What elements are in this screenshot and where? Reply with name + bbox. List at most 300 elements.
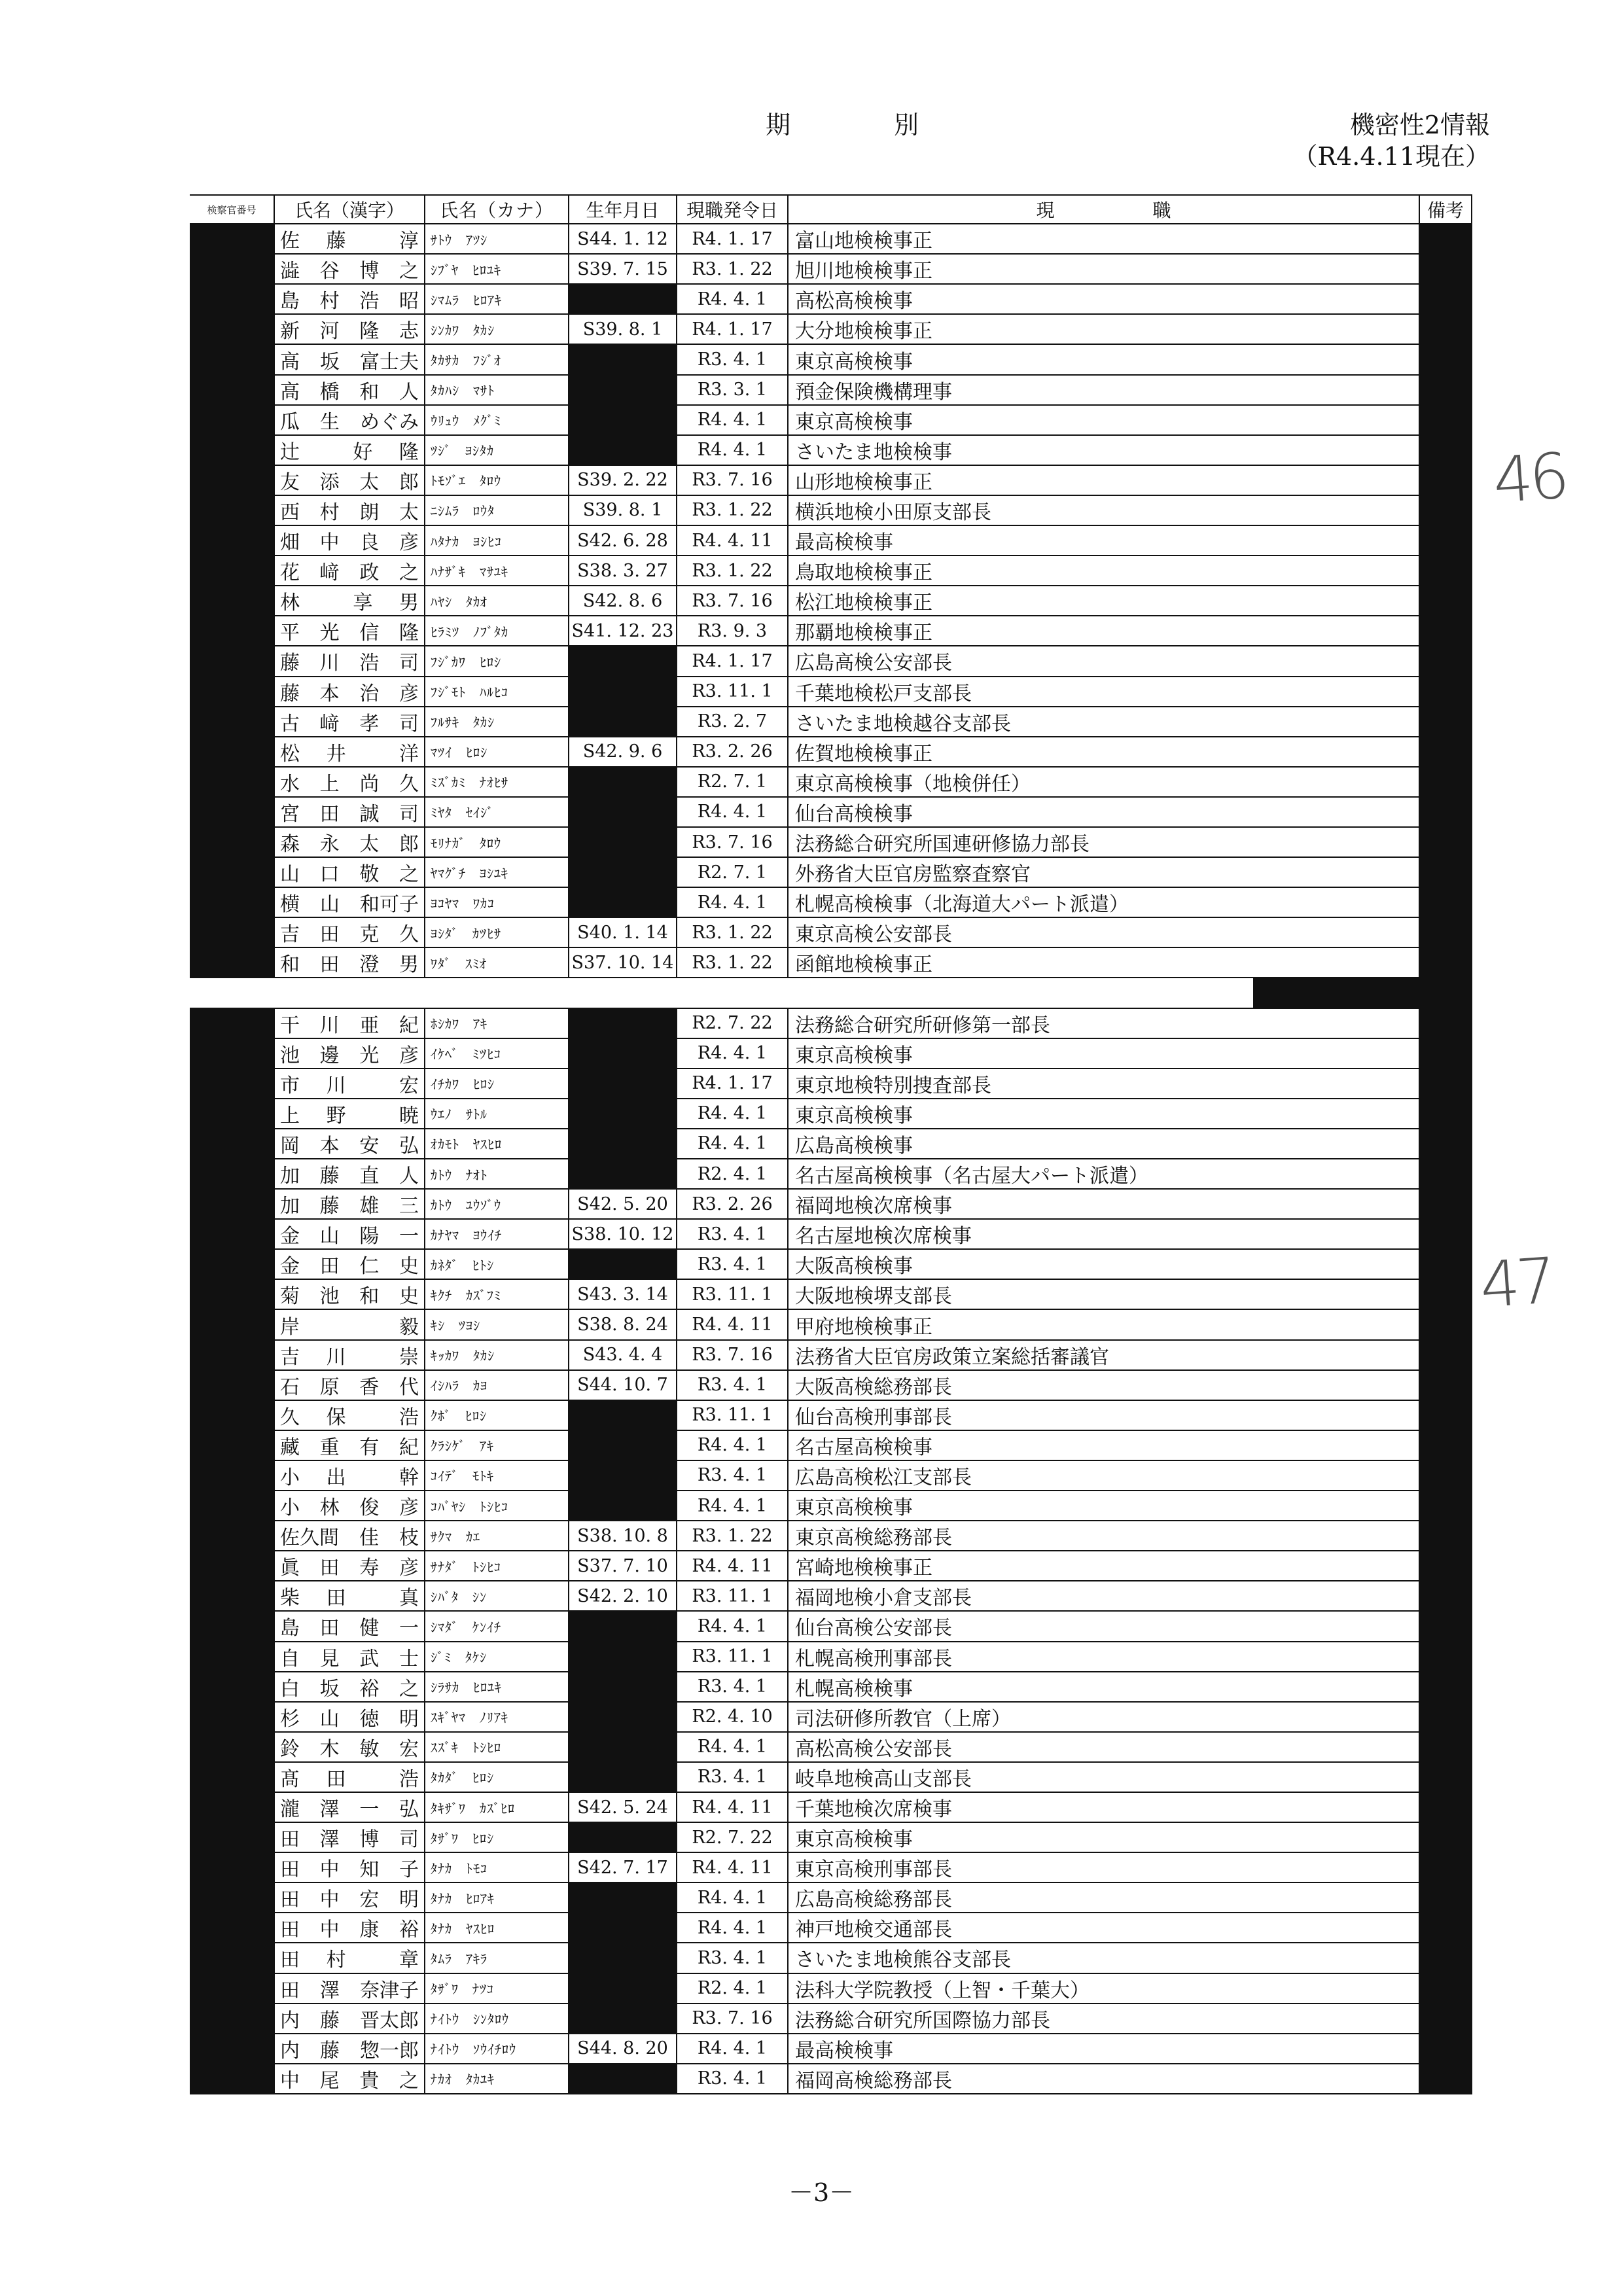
name-part: 久: [399, 772, 419, 796]
name-part: 香: [359, 1375, 380, 1399]
name-part: 中: [319, 531, 340, 555]
name-kana: ﾅｶｵ ﾀｶﾕｷ: [425, 2064, 569, 2094]
redacted-number: [190, 1974, 275, 2004]
name-kana: ｷｸﾁ ｶｽﾞﾌﾐ: [425, 1280, 569, 1310]
issue-date: R3. 11. 1: [677, 1581, 789, 1612]
name-kanji: [275, 1703, 425, 1733]
name-kanji: [275, 2034, 425, 2064]
name-kana: ﾀｶｻｶ ﾌｼﾞｵ: [425, 345, 569, 375]
name-kana: ﾊﾀﾅｶ ﾖｼﾋｺ: [425, 526, 569, 556]
redacted-note: [1420, 1883, 1472, 1913]
table-row: [190, 798, 1472, 828]
name-part: 代: [399, 1375, 419, 1399]
name-kana: ﾀｶﾀﾞ ﾋﾛｼ: [425, 1763, 569, 1793]
redacted-number: [190, 496, 275, 526]
redacted-birth-date: [569, 1763, 677, 1793]
name-kanji: [275, 1943, 425, 1973]
name-part: 内: [280, 2039, 300, 2062]
redacted-note: [1420, 918, 1472, 948]
table-row: [190, 1159, 1472, 1190]
current-position: 札幌高検刑事部長: [789, 1642, 1420, 1672]
redacted-birth-date: [569, 1612, 677, 1642]
name-part: 司: [399, 802, 419, 826]
name-kanji: [275, 224, 425, 255]
redacted-number: [190, 1823, 275, 1853]
redacted-number: [190, 948, 275, 978]
issue-date: R4. 4. 1: [677, 436, 789, 466]
birth-date: S39. 2. 22: [569, 466, 677, 496]
current-position: 函館地検検事正: [789, 948, 1420, 978]
col-header-no: 検察官番号: [190, 194, 275, 224]
table-row: [190, 345, 1472, 375]
name-part: 奈津子: [360, 1979, 419, 2002]
birth-date: S38. 10. 12: [569, 1220, 677, 1250]
current-position: 岐阜地検高山支部長: [789, 1763, 1420, 1793]
name-part: 川: [326, 1074, 346, 1097]
name-kanji: [275, 768, 425, 798]
birth-date: S44. 8. 20: [569, 2034, 677, 2064]
table-row: [190, 1974, 1472, 2004]
name-kanji: [275, 2064, 425, 2094]
name-part: 明: [399, 1888, 419, 1912]
birth-date: S41. 12. 23: [569, 616, 677, 646]
redacted-number: [190, 1672, 275, 1703]
issue-date: R4. 4. 11: [677, 1551, 789, 1581]
redacted-birth-date: [569, 1913, 677, 1943]
redacted-note: [1420, 888, 1472, 918]
name-kanji: [275, 646, 425, 677]
issue-date: R4. 4. 11: [677, 526, 789, 556]
current-position: 福岡地検小倉支部長: [789, 1581, 1420, 1612]
name-kana: ｲｼﾊﾗ ｶﾖ: [425, 1371, 569, 1401]
name-part: 宏: [399, 1074, 419, 1097]
name-kanji: [275, 496, 425, 526]
name-part: 川: [319, 1014, 340, 1037]
redacted-note: [1420, 828, 1472, 858]
table-row: [190, 2034, 1472, 2064]
redacted-birth-date: [569, 1943, 677, 1973]
name-part: 加: [280, 1195, 300, 1218]
name-kanji: [275, 1129, 425, 1159]
name-part: 敏: [359, 1737, 380, 1761]
table-row: [190, 1341, 1472, 1371]
name-part: 木: [319, 1737, 340, 1761]
redacted-number: [190, 1642, 275, 1672]
page-number: －3－: [789, 2178, 855, 2207]
redacted-birth-date: [569, 376, 677, 406]
name-part: 之: [399, 2069, 419, 2093]
name-kana: ﾊﾅｻﾞｷ ﾏｻﾕｷ: [425, 556, 569, 586]
name-part: 野: [326, 1104, 346, 1127]
name-part: 洋: [399, 742, 419, 766]
redacted-note: [1420, 586, 1472, 616]
name-kanji: [275, 1250, 425, 1280]
redacted-note: [1420, 2034, 1472, 2064]
name-kana: ｼﾞﾐ ﾀｹｼ: [425, 1642, 569, 1672]
name-part: 享: [353, 592, 373, 615]
col-header-issue: 現職発令日: [677, 194, 789, 224]
issue-date: R3. 4. 1: [677, 345, 789, 375]
name-kana: ﾜﾀﾞ ｽﾐｵ: [425, 948, 569, 978]
name-part: 士: [399, 1647, 419, 1670]
name-kanji: [275, 1853, 425, 1883]
redacted-number: [190, 2064, 275, 2094]
redacted-note: [1420, 1129, 1472, 1159]
redacted-note: [1420, 1733, 1472, 1763]
name-part: 淳: [399, 230, 419, 253]
issue-date: R2. 4. 1: [677, 1159, 789, 1190]
redacted-number: [190, 646, 275, 677]
name-part: 紀: [399, 1436, 419, 1459]
name-kana: ﾌﾙｻｷ ﾀｶｼ: [425, 707, 569, 737]
redacted-note: [1420, 1099, 1472, 1129]
redacted-note: [1420, 496, 1472, 526]
name-part: 本: [319, 1134, 340, 1157]
name-part: 尚: [359, 772, 380, 796]
name-kana: ｳﾘｭｳ ﾒｸﾞﾐ: [425, 406, 569, 436]
birth-date: S38. 3. 27: [569, 556, 677, 586]
name-kana: ﾀﾅｶ ﾄﾓｺ: [425, 1853, 569, 1883]
birth-date: S43. 3. 14: [569, 1280, 677, 1310]
current-position: 大分地検検事正: [789, 315, 1420, 345]
birth-date: S44. 10. 7: [569, 1371, 677, 1401]
issue-date: R3. 1. 22: [677, 255, 789, 285]
table-row: [190, 1129, 1472, 1159]
issue-date: R3. 4. 1: [677, 1220, 789, 1250]
redacted-number: [190, 1371, 275, 1401]
name-kanji: [275, 1280, 425, 1310]
name-part: 三: [399, 1195, 419, 1218]
redacted-note: [1420, 1401, 1472, 1431]
table-row: [190, 1913, 1472, 1943]
name-part: 健: [359, 1617, 380, 1640]
name-part: 裕: [359, 1677, 380, 1701]
name-part: 知: [359, 1858, 380, 1882]
name-part: 佳: [359, 1527, 379, 1550]
name-part: 保: [326, 1405, 346, 1429]
redacted-note: [1420, 1521, 1472, 1551]
birth-date: S39. 8. 1: [569, 315, 677, 345]
redacted-birth-date: [569, 1491, 677, 1521]
name-part: 亜: [359, 1014, 380, 1037]
redacted-number: [190, 1793, 275, 1823]
name-part: 徳: [359, 1707, 380, 1731]
current-position: 名古屋高検検事（名古屋大パート派遣）: [789, 1159, 1420, 1190]
name-part: 政: [359, 561, 380, 585]
redacted-birth-date: [569, 677, 677, 707]
redacted-birth-date: [569, 646, 677, 677]
current-position: 那覇地検検事正: [789, 616, 1420, 646]
issue-date: R4. 4. 1: [677, 1733, 789, 1763]
name-part: 隆: [359, 320, 380, 344]
table-row: [190, 677, 1472, 707]
name-part: 中: [319, 1858, 340, 1882]
table-row: [190, 646, 1472, 677]
current-position: 千葉地検次席検事: [789, 1793, 1420, 1823]
name-kanji: [275, 828, 425, 858]
name-kanji: [275, 1612, 425, 1642]
current-position: 仙台高検検事: [789, 798, 1420, 828]
redacted-number: [190, 1099, 275, 1129]
name-part: 人: [399, 1165, 419, 1188]
name-part: 貴: [359, 2069, 380, 2093]
name-part: 邊: [319, 1044, 340, 1067]
name-kana: ﾆｼﾑﾗ ﾛｳﾀ: [425, 496, 569, 526]
table-row: [190, 858, 1472, 888]
issue-date: R4. 4. 11: [677, 1793, 789, 1823]
redacted-note: [1420, 1159, 1472, 1190]
name-part: 山: [319, 1707, 340, 1731]
name-part: 小: [280, 1466, 300, 1489]
name-part: 和可子: [360, 893, 419, 917]
name-part: 好: [353, 440, 373, 464]
redacted-note: [1420, 466, 1472, 496]
redacted-note: [1420, 2004, 1472, 2034]
redacted-number: [190, 707, 275, 737]
redacted-number: [190, 1763, 275, 1793]
name-part: 彦: [399, 1557, 419, 1580]
table-row: [190, 224, 1472, 255]
issue-date: R4. 4. 1: [677, 1129, 789, 1159]
table-row: [190, 1069, 1472, 1099]
redacted-birth-date: [569, 1733, 677, 1763]
redacted-note: [1420, 1250, 1472, 1280]
redacted-note: [1420, 2064, 1472, 2094]
name-kana: ｸﾎﾞ ﾋﾛｼ: [425, 1401, 569, 1431]
current-position: 預金保険機構理事: [789, 376, 1420, 406]
redacted-note: [1420, 556, 1472, 586]
table-row: [190, 737, 1472, 768]
table-row: [190, 556, 1472, 586]
name-part: 光: [359, 1044, 380, 1067]
name-kanji: [275, 707, 425, 737]
redacted-number: [190, 224, 275, 255]
redacted-note: [1420, 1039, 1472, 1069]
redacted-birth-date: [569, 406, 677, 436]
current-position: 最高検検事: [789, 2034, 1420, 2064]
issue-date: R3. 7. 16: [677, 2004, 789, 2034]
name-part: 光: [319, 622, 340, 645]
name-part: 髙: [280, 1767, 300, 1791]
issue-date: R3. 11. 1: [677, 1642, 789, 1672]
redacted-note: [1420, 1763, 1472, 1793]
issue-date: R4. 4. 11: [677, 1853, 789, 1883]
name-part: 克: [359, 923, 380, 947]
name-kana: ﾎｼｶﾜ ｱｷ: [425, 1009, 569, 1039]
classification-label: 機密性2情報: [1349, 111, 1490, 139]
name-part: 暁: [399, 1104, 419, 1127]
name-part: 治: [359, 682, 380, 705]
redacted-note: [1420, 1069, 1472, 1099]
redacted-note: [1420, 1703, 1472, 1733]
issue-date: R3. 7. 16: [677, 586, 789, 616]
current-position: 仙台高検公安部長: [789, 1612, 1420, 1642]
redacted-birth-date: [569, 436, 677, 466]
current-position: 福岡高検総務部長: [789, 2064, 1420, 2094]
table-row: [190, 1009, 1472, 1039]
issue-date: R3. 11. 1: [677, 1401, 789, 1431]
issue-date: R3. 3. 1: [677, 376, 789, 406]
current-position: 東京高検検事: [789, 1039, 1420, 1069]
name-kanji: [275, 1974, 425, 2004]
birth-date: S42. 8. 6: [569, 586, 677, 616]
name-kanji: [275, 1642, 425, 1672]
name-part: 太: [359, 833, 380, 857]
name-part: 山: [320, 893, 340, 917]
redacted-number: [190, 1159, 275, 1190]
handwritten-annotation: 47: [1478, 1244, 1555, 1322]
redacted-note: [1420, 1943, 1472, 1973]
name-part: 富士夫: [360, 350, 419, 374]
as-of-date: （R4.4.11現在）: [1292, 142, 1490, 171]
name-part: 田: [280, 1949, 300, 1972]
name-kana: ﾌｼﾞｶﾜ ﾋﾛｼ: [425, 646, 569, 677]
name-kanji: [275, 1401, 425, 1431]
name-kanji: [275, 1461, 425, 1491]
name-kana: ｲﾁｶﾜ ﾋﾛｼ: [425, 1069, 569, 1099]
name-part: 眞: [280, 1557, 300, 1580]
name-kanji: [275, 1190, 425, 1220]
current-position: 東京高検総務部長: [789, 1521, 1420, 1551]
issue-date: R3. 11. 1: [677, 1280, 789, 1310]
name-part: 隆: [399, 622, 419, 645]
redacted-number: [190, 255, 275, 285]
name-part: 田: [319, 1557, 340, 1580]
issue-date: R2. 4. 1: [677, 1974, 789, 2004]
name-part: 岡: [280, 1134, 300, 1157]
issue-date: R4. 1. 17: [677, 224, 789, 255]
name-kana: ｺﾊﾞﾔｼ ﾄｼﾋｺ: [425, 1491, 569, 1521]
table-row: [190, 768, 1472, 798]
redacted-note: [1420, 1491, 1472, 1521]
current-position: 神戸地検交通部長: [789, 1913, 1420, 1943]
birth-date: S44. 1. 12: [569, 224, 677, 255]
name-part: 島: [280, 1617, 300, 1640]
name-kana: ﾊﾔｼ ﾀｶｵ: [425, 586, 569, 616]
name-kanji: [275, 1883, 425, 1913]
name-kana: ｻｸﾏ ｶｴ: [425, 1521, 569, 1551]
name-kanji: [275, 1341, 425, 1371]
name-part: 平: [280, 622, 300, 645]
name-part: 菊: [280, 1285, 300, 1309]
roster-table: [190, 194, 1472, 2094]
birth-date: S39. 7. 15: [569, 255, 677, 285]
name-kana: ﾀｻﾞﾜ ﾋﾛｼ: [425, 1823, 569, 1853]
name-part: 出: [326, 1466, 346, 1489]
name-part: 山: [280, 863, 300, 887]
name-kana: ﾀｻﾞﾜ ﾅﾂｺ: [425, 1974, 569, 2004]
redacted-number: [190, 918, 275, 948]
name-part: 畑: [280, 531, 300, 555]
name-part: 太: [399, 501, 419, 524]
name-part: 松: [280, 742, 300, 766]
name-part: 森: [280, 833, 300, 857]
name-kana: ﾀﾑﾗ ｱｷﾗ: [425, 1943, 569, 1973]
current-position: 東京高検検事: [789, 1491, 1420, 1521]
name-part: 一: [359, 1798, 380, 1822]
birth-date: S42. 5. 24: [569, 1793, 677, 1823]
col-header-name: 氏名（漢字）: [275, 194, 425, 224]
name-part: 白: [280, 1677, 300, 1701]
name-part: 崇: [399, 1345, 419, 1369]
redacted-number: [190, 1039, 275, 1069]
redacted-note: [1420, 1612, 1472, 1642]
name-part: 中: [319, 1918, 340, 1942]
table-row: [190, 2004, 1472, 2034]
issue-date: R4. 4. 1: [677, 1883, 789, 1913]
redacted-note: [1420, 526, 1472, 556]
redacted-note: [1420, 858, 1472, 888]
current-position: 東京高検検事（地検併任）: [789, 768, 1420, 798]
name-part: 男: [399, 592, 419, 615]
issue-date: R4. 1. 17: [677, 1069, 789, 1099]
redacted-note: [1420, 798, 1472, 828]
name-kana: ﾀﾅｶ ﾔｽﾋﾛ: [425, 1913, 569, 1943]
redacted-number: [190, 1009, 275, 1039]
table-row: [190, 1250, 1472, 1280]
table-row: [190, 406, 1472, 436]
name-part: 中: [280, 2069, 300, 2093]
name-part: 直: [359, 1165, 380, 1188]
issue-date: R3. 2. 7: [677, 707, 789, 737]
table-row: [190, 1793, 1472, 1823]
name-part: 澤: [319, 1798, 340, 1822]
table-row: [190, 918, 1472, 948]
name-part: 上: [280, 1104, 300, 1127]
name-kanji: [275, 526, 425, 556]
name-part: 誠: [359, 802, 380, 826]
redacted-note: [1420, 1642, 1472, 1672]
current-position: 大阪高検総務部長: [789, 1371, 1420, 1401]
table-row: [190, 888, 1472, 918]
redacted-number: [190, 1913, 275, 1943]
current-position: 甲府地検検事正: [789, 1310, 1420, 1340]
redacted-birth-date: [569, 858, 677, 888]
name-part: 生: [320, 410, 340, 434]
table-row: [190, 1190, 1472, 1220]
redacted-birth-date: [569, 1974, 677, 2004]
redacted-number: [190, 768, 275, 798]
redacted-note: [1420, 1823, 1472, 1853]
redacted-birth-date: [569, 707, 677, 737]
redacted-number: [190, 2004, 275, 2034]
name-part: 良: [359, 531, 380, 555]
current-position: 東京高検公安部長: [789, 918, 1420, 948]
name-kana: ｼﾝｶﾜ ﾀｶｼ: [425, 315, 569, 345]
issue-date: R3. 7. 16: [677, 466, 789, 496]
name-part: 人: [399, 380, 419, 404]
name-part: 田: [280, 1918, 300, 1942]
name-part: 田: [326, 1767, 346, 1791]
redacted-note: [1420, 315, 1472, 345]
name-part: 紀: [399, 1014, 419, 1037]
name-kanji: [275, 1491, 425, 1521]
name-part: 河: [319, 320, 340, 344]
current-position: 札幌高検検事（北海道大パート派遣）: [789, 888, 1420, 918]
redacted-number: [190, 1551, 275, 1581]
name-part: 武: [359, 1647, 380, 1670]
current-position: 高松高検公安部長: [789, 1733, 1420, 1763]
name-kana: ｶﾄｳ ﾕｳｿﾞｳ: [425, 1190, 569, 1220]
table-row: [190, 1371, 1472, 1401]
issue-date: R4. 4. 1: [677, 1491, 789, 1521]
name-kana: ﾔﾏｸﾞﾁ ﾖｼﾕｷ: [425, 858, 569, 888]
current-position: 大阪高検検事: [789, 1250, 1420, 1280]
issue-date: R4. 4. 1: [677, 1099, 789, 1129]
issue-date: R4. 4. 1: [677, 798, 789, 828]
birth-date: S42. 7. 17: [569, 1853, 677, 1883]
name-part: 池: [319, 1285, 340, 1309]
